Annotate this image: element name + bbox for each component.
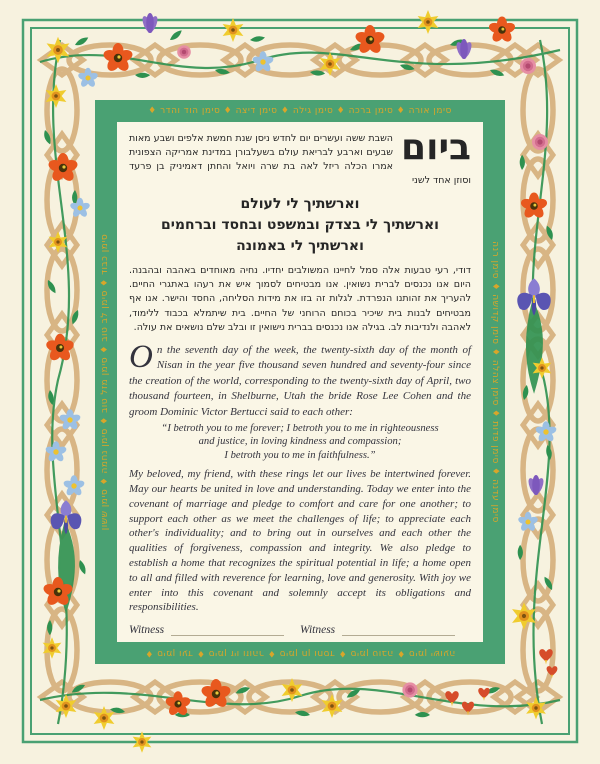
witness-left-label: Witness [129, 624, 165, 637]
witness-row [129, 623, 471, 636]
witness-left-signature-line[interactable] [171, 623, 284, 636]
betrothal-line: וארשתיך לי באמונה [236, 238, 364, 254]
flowers-bottom [92, 678, 490, 753]
simanim-band-top: סימן אורה ♦ סימן ברכה ♦ סימן גילה ♦ סימן דיצה ♦ סימן הוד והדר ♦ [148, 106, 452, 116]
quote-line: “I betroth you to me forever; I betroth you to me in righteousness [161, 423, 439, 435]
ketubah-text-area [117, 122, 483, 642]
flowers-right [510, 134, 558, 719]
hebrew-initial-word: ביום [401, 127, 471, 168]
witness-right-field [300, 623, 455, 636]
hebrew-vows-paragraph: דודי, רעי טבעות אלה סמל לחיינו המשולבים יחדיו. נחיה מאוחדים באהבה ובהבנה. היום אנו נכנסים לברית נשואין. אנו מבטיחים לסמוך איש את רעהו באתגרי החיים. להעריך את זהותנו הנפרדת. לגלות זה בזו את מידות הסליחה, החסד והישר. אנו אף מבטיחים לבנות בית שיכיר בכוחם הרוחני של החיים. בית שיתמלא בכבוד ללימוד, לאהבה ולנדיבות לב. בגילה אנו נכנסים בברית נישואין זו ובלב שלם נושאים את עולה. [129, 265, 471, 333]
betrothal-line: וארשתיך לי בצדק ובמשפט ובחסד וברחמים [161, 217, 439, 233]
english-betrothal-quote [129, 422, 471, 462]
english-vows-paragraph: My beloved, my friend, with these rings let our lives be intertwined forever. May our hearts be united in love and understanding. Today we enter into the covenant of marriage and pledge to comfort and care for one another; to support each other as we meet the challenges of life; to appreciate each other's individuality; and to bring out in ourselves and each other the qualities of forgiveness, compassion and integrity. We also pledge to establish a home that recognizes the spiritual potential in life; a home open to all and filled with reverence for learning, love and generosity. With joy we enter into this covenant and solemnly accept its obligations and responsibilities. [129, 468, 471, 614]
quote-line: and justice, in loving kindness and compassion; [198, 436, 402, 448]
quote-line: I betroth you to me in faithfulness.” [224, 449, 376, 461]
witness-right-label: Witness [300, 624, 336, 637]
flowers-top [44, 10, 536, 88]
hebrew-betrothal-verses [129, 194, 471, 257]
hebrew-opening-paragraph [129, 127, 471, 188]
witness-right-signature-line[interactable] [342, 623, 455, 636]
drop-cap: O [129, 339, 153, 376]
english-opening-paragraph [129, 339, 471, 420]
simanim-band-right: סימן עדנה ♦ סימן פדות ♦ סימן צהלה ♦ סימן קדושה ♦ סימן רנה [490, 241, 500, 523]
signature-block [129, 623, 471, 642]
simanim-band-bottom: ♦ סימן ועד ♦ סימן זיו וזוהר ♦ סימן חן וחסד ♦ סימן טובה ♦ סימן ישועה [144, 648, 456, 658]
flowers-left [41, 84, 91, 718]
witness-left-field [129, 623, 284, 636]
simanim-band-left: סימן כבוד ♦ סימן לב טוב ♦ סימן מזל טוב ♦ סימן נחמה ♦ סימן ששון [100, 233, 110, 531]
english-opening-text: n the seventh day of the week, the twenty-sixth day of the month of Nisan in the year five thousand seven hundred and seventy-four since the creation of the world, corresponding to the twenty-sixth day of April, two thousand fourteen, in Shelburne, Utah the bride Rose Lee Cohen and the groom Dominic Victor Bertucci said to each other: [129, 344, 471, 418]
hebrew-opening-text: השבת ששה ועשרים יום לחדש ניסן שנת חמשת אלפים ושבע מאות שבעים וארבע לבריאת עולם בשעלבורן במדינת אמריקה הצפונית אמרו הכלה ריזל לאה בת שרה ויואל והחתן דאמיניק בן פרעד וסוזן אחד לשני [129, 133, 471, 186]
betrothal-line: וארשתיך לי לעולם [240, 196, 360, 212]
